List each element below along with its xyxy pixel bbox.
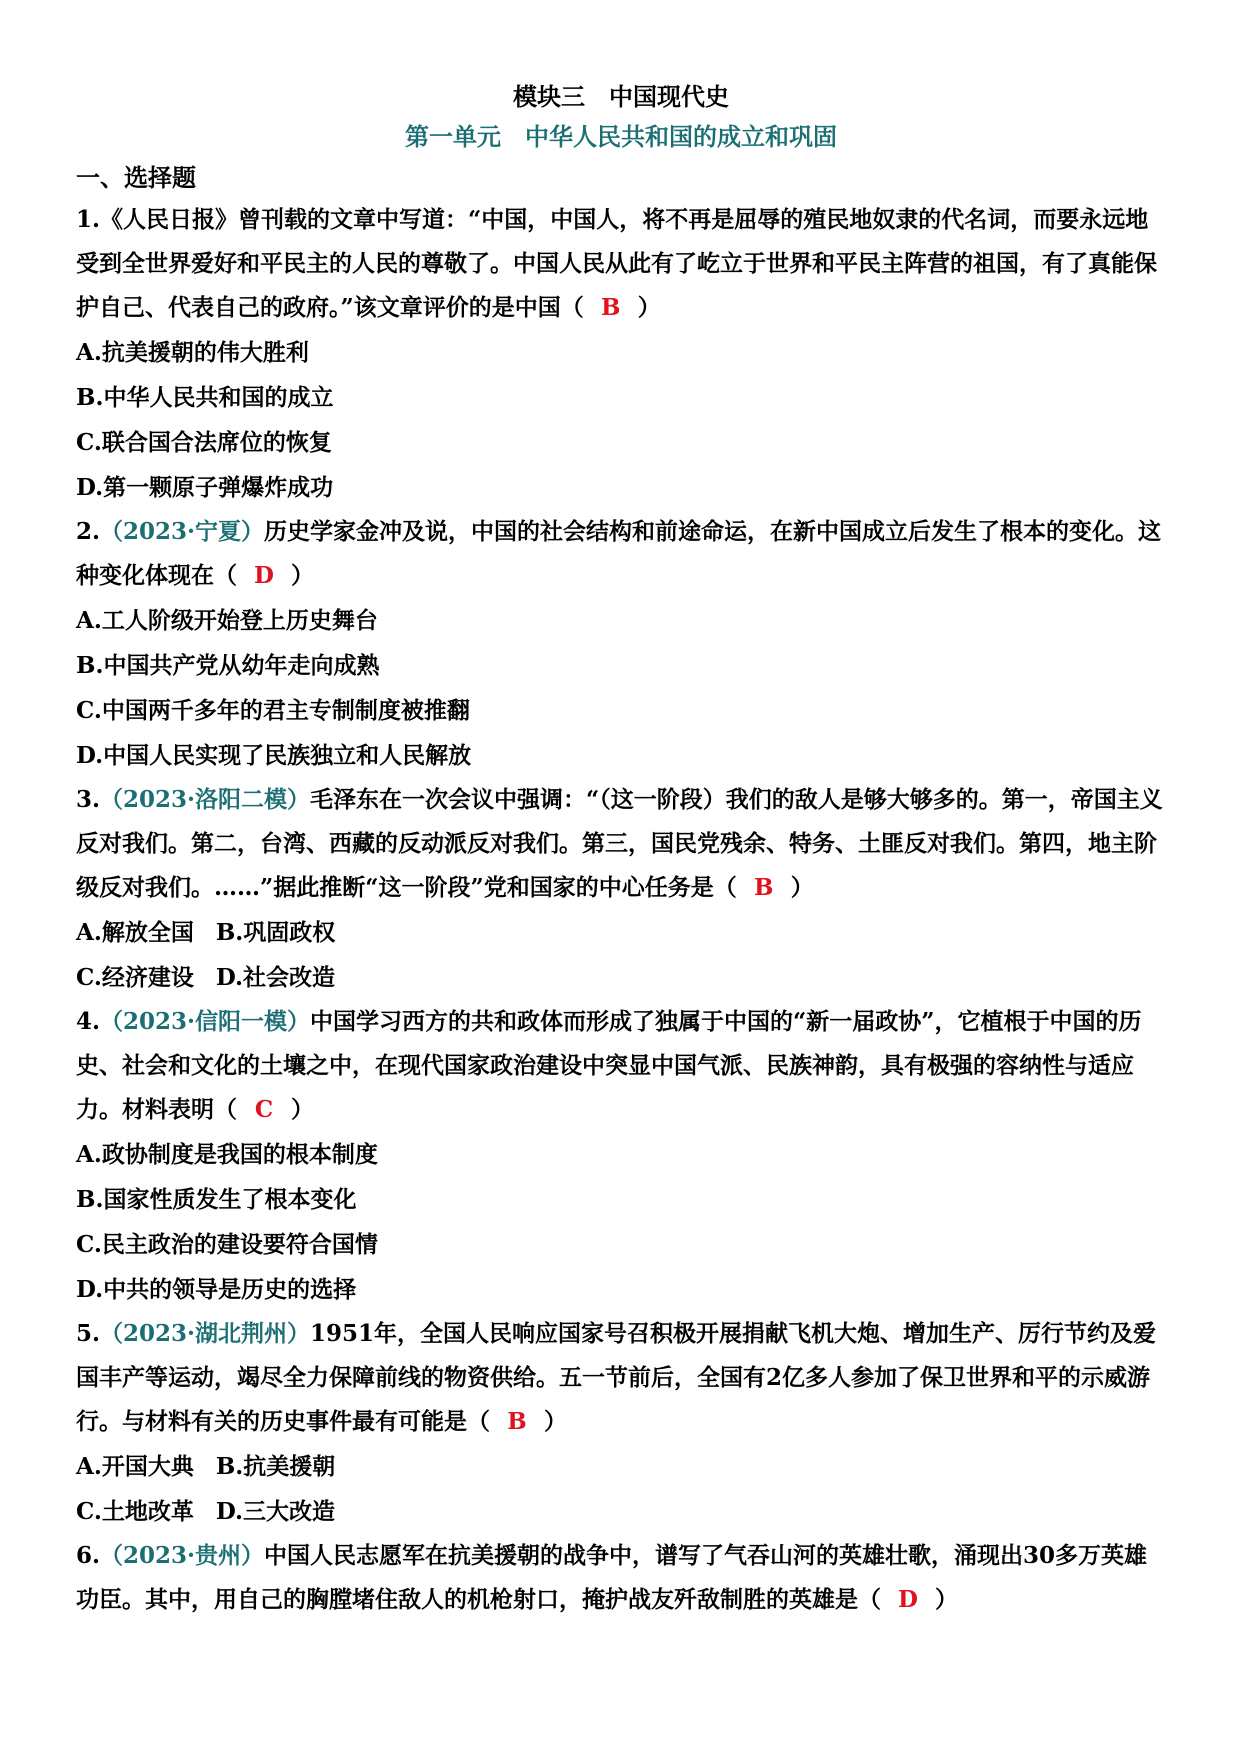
question-6 (76, 1534, 1166, 1622)
option-row (76, 1444, 1166, 1489)
option-a: A.解放全国 (76, 919, 194, 946)
question-number: 2. (76, 518, 101, 545)
answer-mark: B (601, 294, 621, 321)
question-source: （2023·信阳一模） (100, 1008, 311, 1035)
question-text: 《人民日报》曾刊载的文章中写道：“中国，中国人，将不再是屈辱的殖民地奴隶的代名词，而要永远地受到全世界爱好和平民主的人民的尊敬了。中国人民从此有了屹立于世界和平民主阵营的祖国，有了真能保护自己、代表自己的政府。”该文章评价的是中国（ (76, 206, 1157, 321)
question-text: 毛泽东在一次会议中强调：“（这一阶段）我们的敌人是够大够多的。第一，帝国主义反对我们。第二，台湾、西藏的反动派反对我们。第三，国民党残余、特务、土匪反对我们。第四，地主阶级反对我们。……”据此推断“这一阶段”党和国家的中心任务是（ (76, 786, 1163, 901)
answer-mark: B (507, 1408, 527, 1435)
question-1 (76, 198, 1166, 510)
option-c: C.土地改革 (76, 1498, 194, 1525)
question-number: 4. (76, 1008, 101, 1035)
option-b: B.国家性质发生了根本变化 (76, 1186, 357, 1213)
answer-mark: D (898, 1586, 918, 1613)
question-text: 中国学习西方的共和政体而形成了独属于中国的“新一届政协”，它植根于中国的历史、社会和文化的土壤之中，在现代国家政治建设中突显中国气派、民族神韵，具有极强的容纳性与适应力。材料表明（ (76, 1008, 1142, 1123)
answer-mark: C (254, 1096, 274, 1123)
question-number: 1. (76, 206, 101, 233)
question-stem (76, 1534, 1166, 1622)
option-row (76, 910, 1166, 955)
close-paren: ） (637, 294, 661, 321)
option-c: C.联合国合法席位的恢复 (76, 429, 332, 456)
option-c: C.经济建设 (76, 964, 194, 991)
option-b: B.中国共产党从幼年走向成熟 (76, 652, 380, 679)
close-paren: ） (790, 874, 814, 901)
option-a: A.工人阶级开始登上历史舞台 (76, 607, 378, 634)
option-d: D.中共的领导是历史的选择 (76, 1276, 357, 1303)
worksheet-page (76, 68, 1166, 1622)
question-source: （2023·贵州） (100, 1542, 265, 1569)
option-d: D.中国人民实现了民族独立和人民解放 (76, 742, 472, 769)
question-text: 历史学家金冲及说，中国的社会结构和前途命运，在新中国成立后发生了根本的变化。这种变化体现在（ (76, 518, 1162, 589)
question-3 (76, 778, 1166, 1000)
option-a: A.开国大典 (76, 1453, 194, 1480)
question-4 (76, 1000, 1166, 1312)
question-stem (76, 1312, 1166, 1444)
close-paren: ） (544, 1408, 567, 1435)
question-number: 6. (76, 1542, 101, 1569)
close-paren: ） (291, 1096, 314, 1123)
option-b: B.中华人民共和国的成立 (76, 384, 334, 411)
question-text: 中国人民志愿军在抗美援朝的战争中，谱写了气吞山河的英雄壮歌，涌现出30多万英雄功臣。其中，用自己的胸膛堵住敌人的机枪射口，掩护战友歼敌制胜的英雄是（ (76, 1542, 1148, 1613)
option-d: D.第一颗原子弹爆炸成功 (76, 474, 334, 501)
question-source: （2023·洛阳二模） (100, 786, 311, 813)
question-stem (76, 510, 1166, 598)
option-row (76, 1489, 1166, 1534)
option-a: A.政协制度是我国的根本制度 (76, 1141, 378, 1168)
option-c: C.中国两千多年的君主专制制度被推翻 (76, 697, 470, 724)
question-5 (76, 1312, 1166, 1534)
question-number: 3. (76, 786, 101, 813)
option-a: A.抗美援朝的伟大胜利 (76, 339, 309, 366)
option-row (76, 955, 1166, 1000)
option-b: B.抗美援朝 (215, 1453, 336, 1480)
question-text: 1951年，全国人民响应国家号召积极开展捐献飞机大炮、增加生产、厉行节约及爱国丰产等运动，竭尽全力保障前线的物资供给。五一节前后，全国有2亿多人参加了保卫世界和平的示威游行。与材料有关的历史事件最有可能是（ (76, 1320, 1157, 1435)
question-stem (76, 1000, 1166, 1132)
unit-title: 第一单元 中华人民共和国的成立和巩固 (405, 122, 837, 151)
question-2 (76, 510, 1166, 778)
question-stem (76, 778, 1166, 910)
section-title: 一、选择题 (76, 163, 196, 192)
answer-mark: B (753, 874, 774, 901)
question-stem (76, 198, 1166, 330)
module-title: 模块三 中国现代史 (513, 82, 729, 111)
option-b: B.巩固政权 (215, 919, 336, 946)
option-c: C.民主政治的建设要符合国情 (76, 1231, 378, 1258)
question-number: 5. (76, 1320, 101, 1347)
option-d: D.三大改造 (215, 1498, 336, 1525)
answer-mark: D (254, 562, 274, 589)
close-paren: ） (291, 562, 314, 589)
question-source: （2023·湖北荆州） (100, 1320, 311, 1347)
close-paren: ） (935, 1586, 958, 1613)
option-d: D.社会改造 (215, 964, 336, 991)
question-source: （2023·宁夏） (100, 518, 265, 545)
